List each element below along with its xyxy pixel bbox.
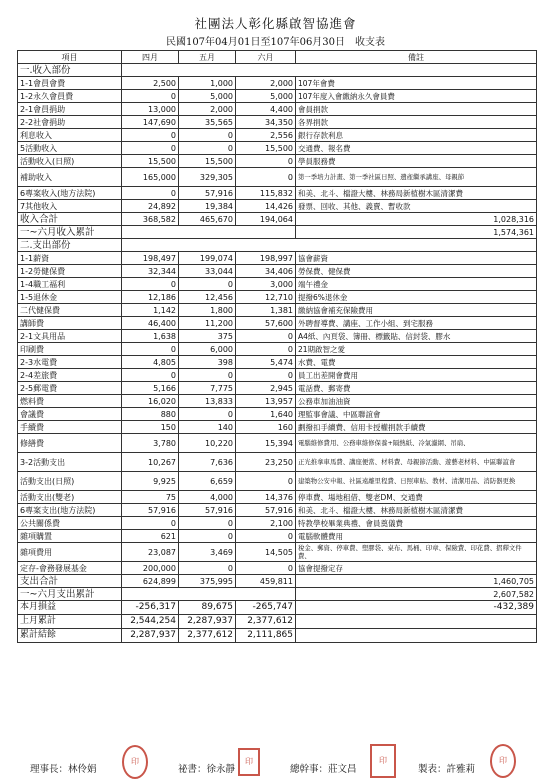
table-row (18, 304, 537, 317)
may-cell: 89,675 (179, 601, 236, 615)
remarks-cell: 協會提撥定存 (296, 562, 537, 575)
item-cell: 2-1會員捐助 (18, 103, 122, 116)
item-cell: 二代健保費 (18, 304, 122, 317)
may-cell: 375,995 (179, 575, 236, 588)
april-cell: 150 (122, 421, 179, 434)
table-row (18, 530, 537, 543)
april-cell: 9,925 (122, 472, 179, 491)
item-cell: 2-3水電費 (18, 356, 122, 369)
item-cell: 手續費 (18, 421, 122, 434)
remarks-cell: 2,607,582 (296, 588, 537, 601)
may-cell: 7,775 (179, 382, 236, 395)
remarks-cell: 公務車加油油資 (296, 395, 537, 408)
table-body (18, 64, 537, 643)
item-cell: 講師費 (18, 317, 122, 330)
secretary-signature: 祕書：徐永靜 (178, 764, 236, 775)
item-cell: 6專案支出(地方法院) (18, 504, 122, 517)
april-cell: 1,638 (122, 330, 179, 343)
table-row (18, 588, 537, 601)
april-cell: 13,000 (122, 103, 179, 116)
remarks-cell: 勞保費、健保費 (296, 265, 537, 278)
may-cell: 19,384 (179, 200, 236, 213)
june-cell: 0 (236, 155, 296, 168)
item-cell: 燃料費 (18, 395, 122, 408)
june-cell: 5,000 (236, 90, 296, 103)
remarks-cell: 外聘督導費、講座、工作小組、到宅服務 (296, 317, 537, 330)
table-row (18, 629, 537, 643)
april-cell: -256,317 (122, 601, 179, 615)
may-cell: 0 (179, 142, 236, 155)
june-cell: 459,811 (236, 575, 296, 588)
remarks-cell: 建築物公安申報、社區遠離里程費、日照車貼、教材、清潔用品、消防器更換 (296, 472, 537, 491)
remarks-cell (296, 615, 537, 629)
item-cell: 5活動收入 (18, 142, 122, 155)
table-row (18, 543, 537, 562)
april-cell: 0 (122, 129, 179, 142)
may-cell: 329,305 (179, 168, 236, 187)
table-row (18, 395, 537, 408)
may-cell: 12,456 (179, 291, 236, 304)
cumulative-spacer (122, 588, 296, 601)
table-row (18, 408, 537, 421)
april-cell: 3,780 (122, 434, 179, 453)
june-cell: 23,250 (236, 453, 296, 472)
item-cell: 二.支出部份 (18, 239, 122, 252)
table-row (18, 434, 537, 453)
remarks-cell: 銀行存款利息 (296, 129, 537, 142)
item-cell: 活動支出(雙老) (18, 491, 122, 504)
item-cell: 利息收入 (18, 129, 122, 142)
table-row (18, 317, 537, 330)
item-cell: 上月累計 (18, 615, 122, 629)
remarks-cell: 稅金、郵資、停車費、塑膠袋、桌布、馬桶、印章、保險費、印花費、摺釋文件費、 (296, 543, 537, 562)
remarks-cell: 學員服務費 (296, 155, 537, 168)
may-cell: 1,800 (179, 304, 236, 317)
april-cell: 0 (122, 369, 179, 382)
may-cell: 2,377,612 (179, 629, 236, 643)
june-cell: 0 (236, 472, 296, 491)
table-row (18, 562, 537, 575)
table-row (18, 369, 537, 382)
secretary-seal: 印 (238, 748, 260, 776)
item-cell: 本月損益 (18, 601, 122, 615)
table-row (18, 213, 537, 226)
table-row (18, 291, 537, 304)
table-row (18, 382, 537, 395)
june-cell: 57,600 (236, 317, 296, 330)
june-cell: 3,000 (236, 278, 296, 291)
item-cell: 一~六月收入累計 (18, 226, 122, 239)
may-cell: 2,287,937 (179, 615, 236, 629)
may-cell: 0 (179, 278, 236, 291)
item-cell: 2-4差旅費 (18, 369, 122, 382)
april-cell: 1,142 (122, 304, 179, 317)
remarks-cell: 1,028,316 (296, 213, 537, 226)
april-cell: 15,500 (122, 155, 179, 168)
june-cell: 15,394 (236, 434, 296, 453)
remarks-cell: 發票、回收、其他、義賣、暫收款 (296, 200, 537, 213)
item-cell: 活動收入(日照) (18, 155, 122, 168)
table-maker-seal: 印 (490, 744, 516, 778)
table-row (18, 278, 537, 291)
remarks-cell: 107年會費 (296, 77, 537, 90)
chairperson-signature: 理事長：林伶娟 (30, 764, 97, 775)
table-maker-signature: 製表：許雅莉 (418, 764, 476, 775)
june-cell: 198,997 (236, 252, 296, 265)
may-cell: 199,074 (179, 252, 236, 265)
june-cell: 2,000 (236, 77, 296, 90)
remarks-cell: 協會薪資 (296, 252, 537, 265)
remarks-cell: 提撥6%退休金 (296, 291, 537, 304)
june-cell: 4,400 (236, 103, 296, 116)
june-cell: 2,111,865 (236, 629, 296, 643)
may-cell: 0 (179, 562, 236, 575)
june-cell: 1,381 (236, 304, 296, 317)
june-cell: 1,640 (236, 408, 296, 421)
april-cell: 2,500 (122, 77, 179, 90)
item-cell: 會議費 (18, 408, 122, 421)
table-row (18, 601, 537, 615)
item-cell: 1-1會員會費 (18, 77, 122, 90)
column-header-item: 項目 (18, 51, 122, 64)
may-cell: 33,044 (179, 265, 236, 278)
april-cell: 880 (122, 408, 179, 421)
april-cell: 0 (122, 187, 179, 200)
june-cell: 0 (236, 369, 296, 382)
remarks-cell: 會員捐款 (296, 103, 537, 116)
june-cell: 0 (236, 330, 296, 343)
may-cell: 0 (179, 530, 236, 543)
table-row (18, 116, 537, 129)
general-secretary-seal: 印 (370, 744, 396, 778)
remarks-cell (296, 629, 537, 643)
item-cell: 收入合計 (18, 213, 122, 226)
june-cell: -265,747 (236, 601, 296, 615)
april-cell: 12,186 (122, 291, 179, 304)
table-row (18, 504, 537, 517)
table-row (18, 226, 537, 239)
may-cell: 4,000 (179, 491, 236, 504)
table-row (18, 615, 537, 629)
table-row (18, 200, 537, 213)
may-cell: 57,916 (179, 187, 236, 200)
april-cell: 200,000 (122, 562, 179, 575)
may-cell: 6,659 (179, 472, 236, 491)
table-row (18, 155, 537, 168)
column-header-remarks: 備註 (296, 51, 537, 64)
june-cell: 14,426 (236, 200, 296, 213)
income-expense-table (17, 50, 537, 643)
item-cell: 一.收入部份 (18, 64, 122, 77)
may-cell: 0 (179, 129, 236, 142)
item-cell: 2-1文具用品 (18, 330, 122, 343)
item-cell: 雜項費用 (18, 543, 122, 562)
column-header-june: 六月 (236, 51, 296, 64)
april-cell: 147,690 (122, 116, 179, 129)
june-cell: 14,376 (236, 491, 296, 504)
remarks-cell: 水費、電費 (296, 356, 537, 369)
item-cell: 6專案收入(地方法院) (18, 187, 122, 200)
remarks-cell: 正光推拿車馬費、講座便當、材料費、母親節活動、遊藝老材料、中區聯誼會 (296, 453, 537, 472)
june-cell: 160 (236, 421, 296, 434)
item-cell: 1-4職工福利 (18, 278, 122, 291)
item-cell: 2-5郵電費 (18, 382, 122, 395)
may-cell: 3,469 (179, 543, 236, 562)
june-cell: 0 (236, 562, 296, 575)
may-cell: 57,916 (179, 504, 236, 517)
remarks-cell: 各界捐款 (296, 116, 537, 129)
table-header-row (18, 51, 537, 64)
june-cell: 14,505 (236, 543, 296, 562)
item-cell: 1-2勞健保費 (18, 265, 122, 278)
item-cell: 雜項購置 (18, 530, 122, 543)
item-cell: 印刷費 (18, 343, 122, 356)
april-cell: 10,267 (122, 453, 179, 472)
remarks-cell: 劃撥扣手續費、信用卡授權捐款手續費 (296, 421, 537, 434)
april-cell: 4,805 (122, 356, 179, 369)
may-cell: 2,000 (179, 103, 236, 116)
april-cell: 5,166 (122, 382, 179, 395)
remarks-cell: 1,574,361 (296, 226, 537, 239)
may-cell: 465,670 (179, 213, 236, 226)
april-cell: 2,544,254 (122, 615, 179, 629)
item-cell: 1-2永久會員費 (18, 90, 122, 103)
table-row (18, 77, 537, 90)
item-cell: 公共關係費 (18, 517, 122, 530)
may-cell: 0 (179, 408, 236, 421)
may-cell: 11,200 (179, 317, 236, 330)
remarks-cell: 電腦軟體費用 (296, 530, 537, 543)
remarks-cell: 和美、北斗、檔證大樓、林務局新植樹木區清潔費 (296, 504, 537, 517)
table-row (18, 330, 537, 343)
table-row (18, 421, 537, 434)
table-row (18, 90, 537, 103)
may-cell: 398 (179, 356, 236, 369)
may-cell: 10,220 (179, 434, 236, 453)
column-header-may: 五月 (179, 51, 236, 64)
may-cell: 35,565 (179, 116, 236, 129)
table-row (18, 168, 537, 187)
april-cell: 2,287,937 (122, 629, 179, 643)
table-row (18, 472, 537, 491)
column-header-april: 四月 (122, 51, 179, 64)
item-cell: 1-1薪資 (18, 252, 122, 265)
table-row (18, 64, 537, 77)
remarks-cell: 員工出差開會費用 (296, 369, 537, 382)
table-row (18, 265, 537, 278)
june-cell: 34,406 (236, 265, 296, 278)
may-cell: 0 (179, 369, 236, 382)
june-cell: 13,957 (236, 395, 296, 408)
june-cell: 2,945 (236, 382, 296, 395)
remarks-cell: 第一季培力計畫、第一季社區日照、遺產繼承講座、母親節 (296, 168, 537, 187)
table-row (18, 103, 537, 116)
may-cell: 375 (179, 330, 236, 343)
may-cell: 13,833 (179, 395, 236, 408)
table-row (18, 252, 537, 265)
april-cell: 0 (122, 278, 179, 291)
chairperson-seal: 印 (122, 745, 148, 779)
remarks-cell: 1,460,705 (296, 575, 537, 588)
table-row (18, 575, 537, 588)
table-row (18, 343, 537, 356)
table-row (18, 491, 537, 504)
april-cell: 23,087 (122, 543, 179, 562)
april-cell: 165,000 (122, 168, 179, 187)
june-cell: 2,100 (236, 517, 296, 530)
item-cell: 定存-會務發展基金 (18, 562, 122, 575)
table-row (18, 187, 537, 200)
april-cell: 24,892 (122, 200, 179, 213)
april-cell: 32,344 (122, 265, 179, 278)
june-cell: 115,832 (236, 187, 296, 200)
june-cell: 57,916 (236, 504, 296, 517)
may-cell: 6,000 (179, 343, 236, 356)
april-cell: 198,497 (122, 252, 179, 265)
remarks-cell: 繳納協會補充保險費用 (296, 304, 537, 317)
may-cell: 0 (179, 517, 236, 530)
june-cell: 0 (236, 343, 296, 356)
remarks-cell: 交通費、報名費 (296, 142, 537, 155)
item-cell: 補助收入 (18, 168, 122, 187)
item-cell: 1-5退休金 (18, 291, 122, 304)
item-cell: 修繕費 (18, 434, 122, 453)
table-row (18, 239, 537, 252)
table-row (18, 356, 537, 369)
may-cell: 1,000 (179, 77, 236, 90)
may-cell: 5,000 (179, 90, 236, 103)
april-cell: 46,400 (122, 317, 179, 330)
table-row (18, 129, 537, 142)
june-cell: 12,710 (236, 291, 296, 304)
april-cell: 16,020 (122, 395, 179, 408)
remarks-cell: 特教學校畢業典禮、會員奠儀費 (296, 517, 537, 530)
item-cell: 7其他收入 (18, 200, 122, 213)
april-cell: 621 (122, 530, 179, 543)
section-spacer (122, 239, 537, 252)
may-cell: 140 (179, 421, 236, 434)
item-cell: 2-2社會捐助 (18, 116, 122, 129)
remarks-cell: 107年度入會繳納永久會員費 (296, 90, 537, 103)
april-cell: 624,899 (122, 575, 179, 588)
april-cell: 0 (122, 142, 179, 155)
remarks-cell: -432,389 (296, 601, 537, 615)
table-row (18, 517, 537, 530)
june-cell: 194,064 (236, 213, 296, 226)
remarks-cell: 端午禮金 (296, 278, 537, 291)
june-cell: 15,500 (236, 142, 296, 155)
may-cell: 15,500 (179, 155, 236, 168)
june-cell: 5,474 (236, 356, 296, 369)
remarks-cell: 和美、北斗、檔證大樓、林務局新植樹木區清潔費 (296, 187, 537, 200)
june-cell: 0 (236, 530, 296, 543)
april-cell: 368,582 (122, 213, 179, 226)
remarks-cell: A4紙、內頁袋、簿冊、標籤貼、信封袋、膠水 (296, 330, 537, 343)
item-cell: 一~六月支出累計 (18, 588, 122, 601)
remarks-cell: 電話費、郵寄費 (296, 382, 537, 395)
item-cell: 累計結餘 (18, 629, 122, 643)
remarks-cell: 停車費、場地租借、雙老DM、交通費 (296, 491, 537, 504)
april-cell: 0 (122, 90, 179, 103)
remarks-cell: 理監事會議、中區聯誼會 (296, 408, 537, 421)
june-cell: 0 (236, 168, 296, 187)
april-cell: 0 (122, 517, 179, 530)
general-secretary-signature: 總幹事：莊文昌 (290, 764, 357, 775)
item-cell: 3-2活動支出 (18, 453, 122, 472)
document-subtitle: 民國107年04月01日至107年06月30日 收支表 (165, 37, 386, 48)
document-title: 社團法人彰化縣啟智協進會 (194, 16, 357, 31)
table-row (18, 142, 537, 155)
item-cell: 支出合計 (18, 575, 122, 588)
may-cell: 7,636 (179, 453, 236, 472)
april-cell: 75 (122, 491, 179, 504)
section-spacer (122, 64, 537, 77)
table-row (18, 453, 537, 472)
june-cell: 2,556 (236, 129, 296, 142)
april-cell: 0 (122, 343, 179, 356)
april-cell: 57,916 (122, 504, 179, 517)
item-cell: 活動支出(日照) (18, 472, 122, 491)
june-cell: 34,350 (236, 116, 296, 129)
remarks-cell: 電腦維修費用、公務車維修保養+隔熱紙、冷氣濾網、吊扇、 (296, 434, 537, 453)
cumulative-spacer (122, 226, 296, 239)
june-cell: 2,377,612 (236, 615, 296, 629)
remarks-cell: 21期啟智之愛 (296, 343, 537, 356)
